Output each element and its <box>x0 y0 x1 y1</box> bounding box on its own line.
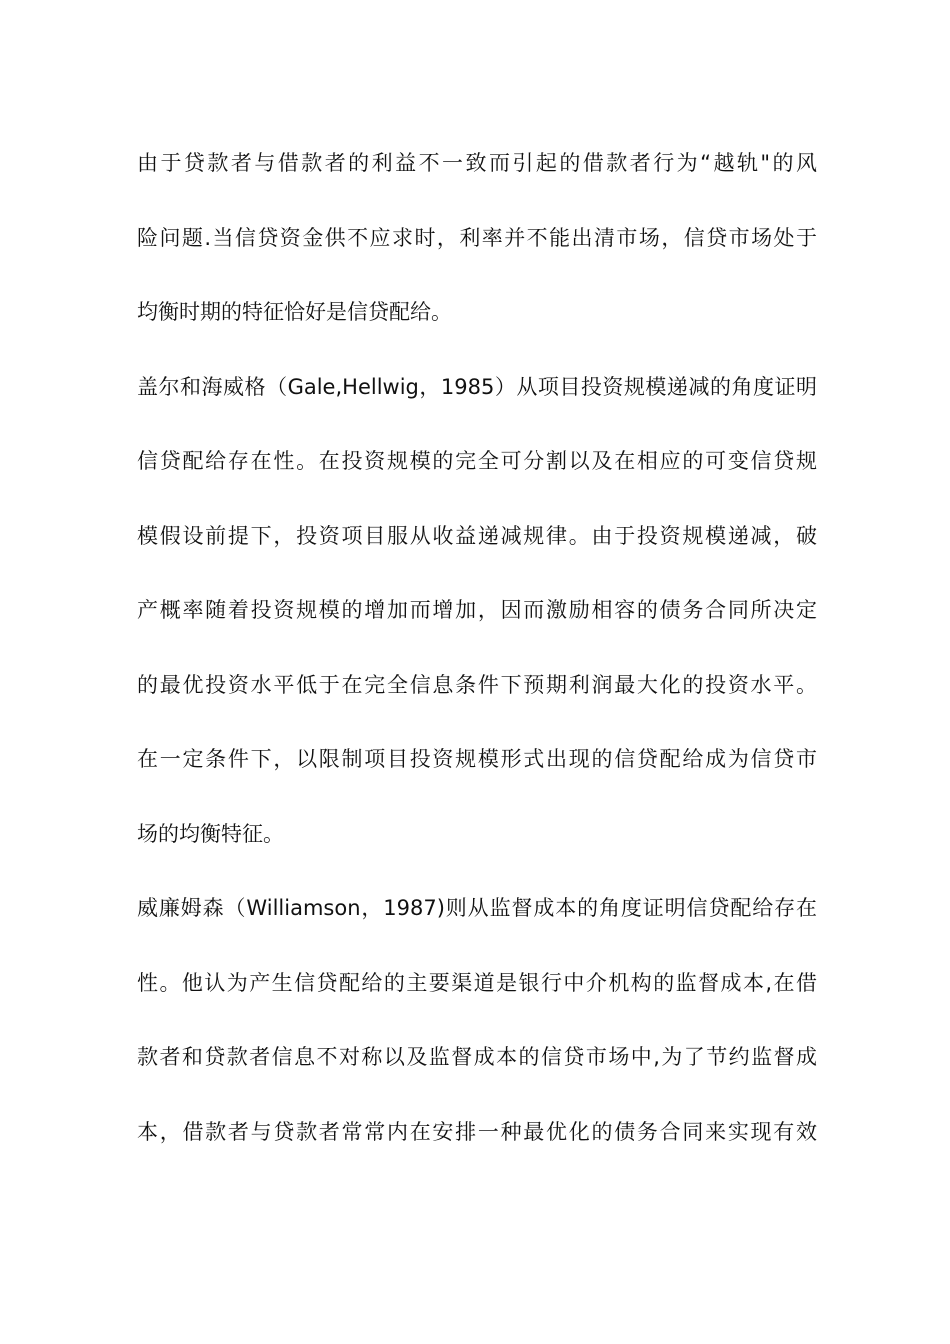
text-line: 性。他认为产生信贷配给的主要渠道是银行中介机构的监督成本,在借 <box>137 970 817 995</box>
text-line: 盖尔和海威格（Gale,Hellwig，1985）从项目投资规模递减的角度证明 <box>137 374 817 399</box>
text-line: 由于贷款者与借款者的利益不一致而引起的借款者行为“越轨"的风 <box>137 151 817 175</box>
text-line: 在一定条件下，以限制项目投资规模形式出现的信贷配给成为信贷市 <box>137 747 817 771</box>
body-text <box>137 140 817 1183</box>
text-line: 模假设前提下，投资项目服从收益递减规律。由于投资规模递减，破 <box>137 523 817 548</box>
text-line: 产概率随着投资规模的增加而增加，因而激励相容的债务合同所决定 <box>137 598 817 622</box>
text-line: 的最优投资水平低于在完全信息条件下预期利润最大化的投资水平。 <box>137 672 817 697</box>
text-line: 本，借款者与贷款者常常内在安排一种最优化的债务合同来实现有效 <box>137 1119 817 1144</box>
text-line: 均衡时期的特征恰好是信贷配给。 <box>137 300 452 324</box>
text-line: 威廉姆森（Williamson，1987)则从监督成本的角度证明信贷配给存在 <box>137 896 817 920</box>
text-line: 信贷配给存在性。在投资规模的完全可分割以及在相应的可变信贷规 <box>137 449 817 473</box>
text-line: 款者和贷款者信息不对称以及监督成本的信贷市场中,为了节约监督成 <box>137 1045 817 1069</box>
text-line: 险问题.当信贷资金供不应求时，利率并不能出清市场，信贷市场处于 <box>137 225 817 250</box>
text-line: 场的均衡特征。 <box>137 821 284 846</box>
